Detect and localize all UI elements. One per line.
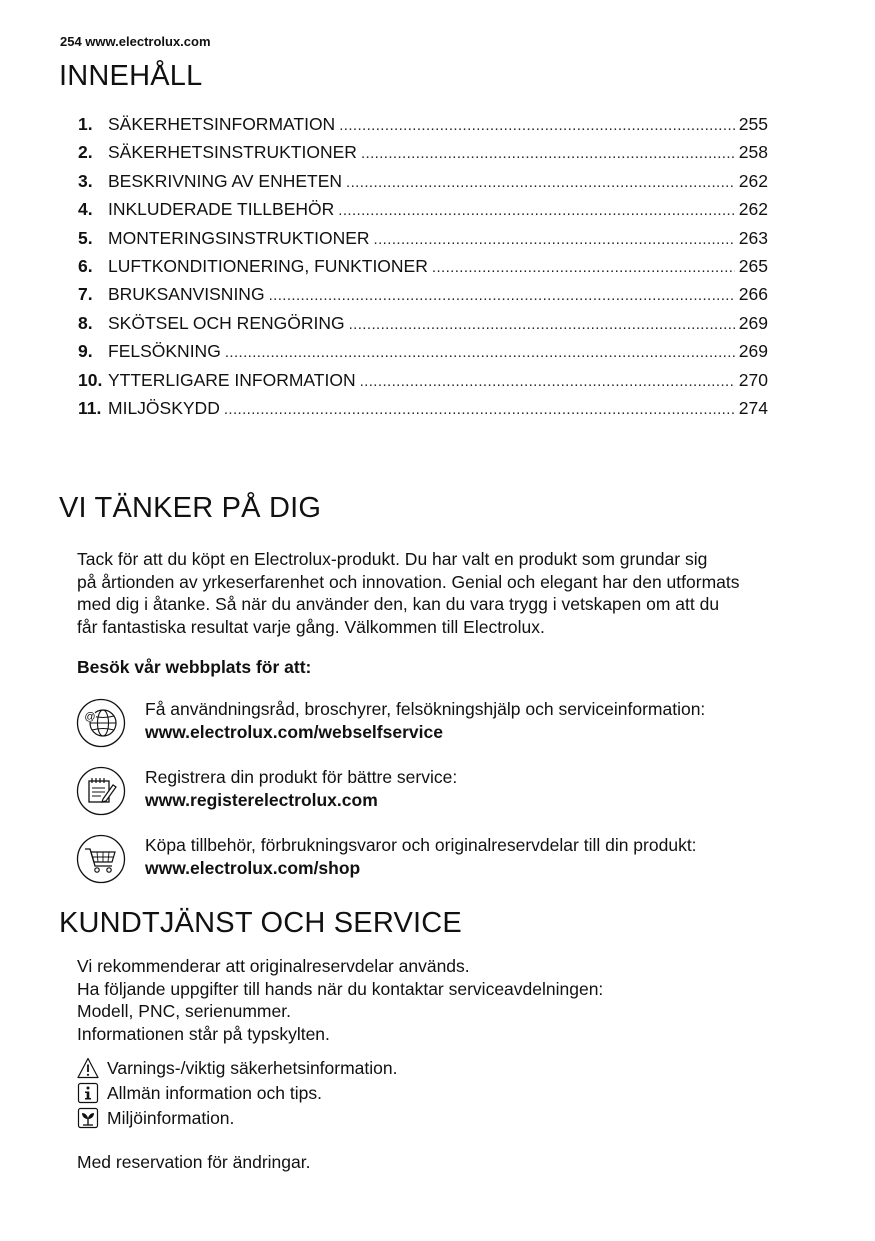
toc-item-page: 263 [738, 227, 768, 248]
toc-item-title: MILJÖSKYDD [108, 397, 220, 418]
svg-text:@: @ [84, 711, 96, 723]
toc-dot-leader [269, 287, 735, 304]
toc-item-number: 7. [78, 284, 93, 305]
visit-item-text-block [145, 698, 705, 743]
legend-text: Miljöinformation. [107, 1107, 235, 1128]
toc-dot-leader [346, 174, 735, 191]
visit-item-webselfservice [76, 698, 816, 750]
intro-line: med dig i åtanke. Så när du använder den, kan du vara trygg i vetskapen om att du [77, 594, 720, 615]
toc-item-title: LUFTKONDITIONERING, FUNKTIONER [108, 255, 428, 276]
globe-at-icon [76, 698, 126, 748]
service-line: Modell, PNC, serienummer. [77, 1001, 291, 1022]
toc-heading: INNEHÅLL [59, 60, 203, 92]
toc-item-number: 4. [78, 199, 93, 220]
service-line: Informationen står på typskylten. [77, 1023, 330, 1044]
toc-item[interactable] [78, 341, 768, 369]
page-header: 254 www.electrolux.com [60, 34, 211, 49]
toc-item-title: YTTERLIGARE INFORMATION [108, 369, 356, 390]
toc-item-title: INKLUDERADE TILLBEHÖR [108, 199, 335, 220]
toc-item-page: 255 [738, 114, 768, 134]
toc-item-number: 3. [78, 170, 93, 191]
toc-item-number: 11. [78, 397, 102, 418]
toc-item-title: SÄKERHETSINFORMATION [108, 114, 336, 134]
visit-item-text-block [145, 766, 457, 811]
toc-item[interactable] [78, 114, 768, 142]
toc-item[interactable] [78, 256, 768, 284]
toc-item-number: 9. [78, 341, 93, 362]
intro-line: får fantastiska resultat varje gång. Välkommen till Electrolux. [77, 616, 545, 637]
toc-item-number: 1. [78, 114, 93, 134]
toc-item[interactable] [78, 370, 768, 398]
toc-dot-leader [374, 231, 735, 248]
toc-dot-leader [432, 259, 735, 276]
toc-item[interactable] [78, 313, 768, 341]
visit-item-link[interactable]: www.registerelectrolux.com [145, 789, 378, 810]
toc-item-page: 270 [738, 369, 768, 390]
toc-item[interactable] [78, 284, 768, 312]
toc-item-title: MONTERINGSINSTRUKTIONER [108, 227, 370, 248]
toc-item-page: 274 [738, 397, 768, 418]
info-icon [77, 1082, 99, 1104]
toc-dot-leader [338, 202, 735, 219]
toc-item-number: 8. [78, 312, 93, 333]
toc-item-number: 2. [78, 142, 93, 163]
service-line: Vi rekommenderar att originalreservdelar används. [77, 956, 470, 976]
legend-text: Allmän information och tips. [107, 1082, 322, 1103]
toc-item-title: FELSÖKNING [108, 341, 221, 362]
toc-item[interactable] [78, 142, 768, 170]
visit-heading: Besök vår webbplats för att: [77, 657, 312, 677]
intro-line: Tack för att du köpt en Electrolux-produkt. Du har valt en produkt som grundar sig [77, 549, 708, 569]
disclaimer: Med reservation för ändringar. [77, 1152, 311, 1172]
warning-triangle-icon [77, 1057, 99, 1079]
toc-dot-leader [361, 145, 735, 162]
service-heading: KUNDTJÄNST OCH SERVICE [59, 907, 462, 939]
toc-item-title: SÄKERHETSINSTRUKTIONER [108, 142, 357, 163]
toc-item-page: 262 [738, 199, 768, 220]
intro-line: på årtionden av yrkeserfarenhet och innovation. Genial och elegant har den utformats [77, 571, 740, 592]
legend-item-warning [77, 1057, 398, 1079]
shopping-cart-icon [76, 834, 126, 884]
toc-dot-leader [339, 117, 735, 134]
visit-item-text: Registrera din produkt för bättre service: [145, 767, 458, 787]
toc-dot-leader [224, 401, 735, 418]
toc-dot-leader [225, 344, 735, 361]
toc-dot-leader [360, 373, 735, 390]
toc-item-title: SKÖTSEL OCH RENGÖRING [108, 312, 345, 333]
visit-item-text-block [145, 834, 697, 879]
toc-item-page: 269 [738, 312, 768, 333]
visit-item-shop [76, 834, 816, 886]
toc-item-number: 5. [78, 227, 93, 248]
toc-item[interactable] [78, 171, 768, 199]
visit-item-text: Få användningsråd, broschyrer, felsökningshjälp och serviceinformation: [145, 699, 706, 719]
toc-item-number: 10. [78, 369, 103, 390]
register-notepad-icon [76, 766, 126, 816]
service-line: Ha följande uppgifter till hands när du kontaktar serviceavdelningen: [77, 978, 604, 999]
toc-item-page: 258 [738, 142, 768, 163]
toc-item[interactable] [78, 199, 768, 227]
thinking-heading: VI TÄNKER PÅ DIG [59, 492, 322, 524]
toc-item[interactable] [78, 228, 768, 256]
toc-item-page: 266 [738, 284, 768, 305]
environment-icon [77, 1107, 99, 1129]
visit-item-link[interactable]: www.electrolux.com/shop [145, 857, 361, 878]
visit-item-text: Köpa tillbehör, förbrukningsvaror och originalreservdelar till din produkt: [145, 835, 697, 855]
toc-item[interactable] [78, 398, 768, 426]
visit-item-link[interactable]: www.electrolux.com/webselfservice [145, 721, 443, 742]
legend-item-info [77, 1082, 322, 1104]
toc-item-page: 269 [738, 341, 768, 362]
toc-item-page: 265 [738, 255, 768, 276]
toc-item-page: 262 [738, 170, 768, 191]
intro-paragraph [77, 548, 740, 638]
toc-dot-leader [349, 316, 735, 333]
table-of-contents [78, 114, 768, 426]
legend-text: Varnings-/viktig säkerhetsinformation. [107, 1057, 398, 1078]
toc-item-title: BESKRIVNING AV ENHETEN [108, 170, 343, 191]
visit-item-register [76, 766, 816, 818]
toc-item-title: BRUKSANVISNING [108, 284, 265, 305]
toc-item-number: 6. [78, 255, 93, 276]
legend-item-environment [77, 1107, 234, 1129]
service-paragraph [77, 955, 603, 1045]
